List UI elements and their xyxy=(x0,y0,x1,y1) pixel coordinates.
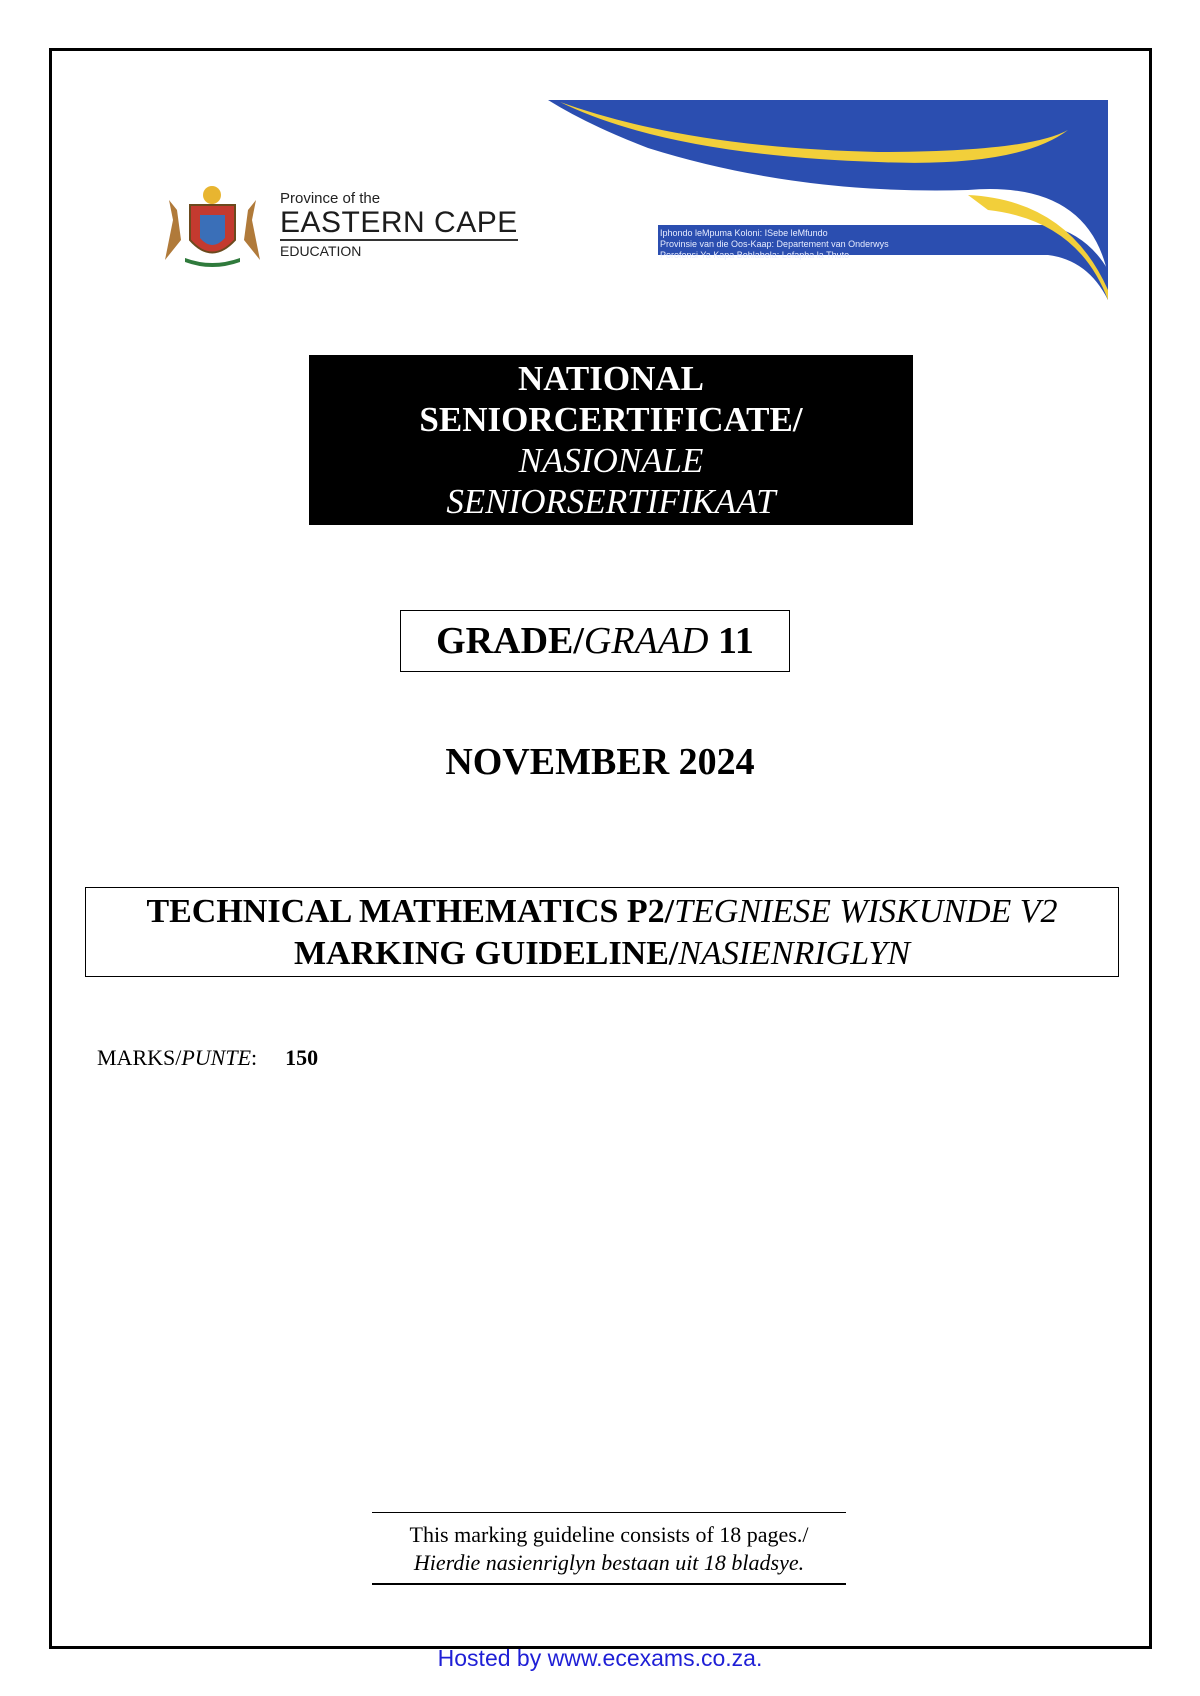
banner-line-xhosa: Iphondo leMpuma Koloni: ISebe leMfundo xyxy=(660,228,828,238)
eastern-cape-logo xyxy=(280,190,518,259)
nsc-line-3: NASIONALE xyxy=(518,441,704,480)
exam-date: NOVEMBER 2024 xyxy=(445,741,755,783)
logo-education-text: EDUCATION xyxy=(280,243,362,259)
marks-label-af: PUNTE xyxy=(181,1045,252,1070)
subject-box xyxy=(85,887,1119,977)
pages-note xyxy=(372,1512,846,1585)
marks-line xyxy=(97,1045,318,1071)
grade-label: GRADE/ xyxy=(436,620,584,662)
subject-line-1 xyxy=(86,891,1118,933)
subject-en: TECHNICAL MATHEMATICS P2/ xyxy=(146,893,675,930)
marks-colon: : xyxy=(251,1045,258,1070)
nsc-line-4: SENIORSERTIFIKAAT xyxy=(446,482,776,521)
pages-note-af: Hierdie nasienriglyn bestaan uit 18 bladsye. xyxy=(413,1550,805,1575)
hosted-by-link[interactable]: Hosted by www.ecexams.co.za. xyxy=(437,1645,763,1671)
banner-line-sotho: Porofensi Ya Kapa Bohlabela: Lefapha la Thuto xyxy=(660,250,850,260)
nsc-line-1: NATIONAL xyxy=(517,359,705,398)
department-banner xyxy=(548,100,1108,300)
grade-box xyxy=(400,610,790,672)
nsc-title-box xyxy=(309,355,913,525)
pages-note-en: This marking guideline consists of 18 pages./ xyxy=(409,1522,809,1547)
banner-line-afrikaans: Provinsie van die Oos-Kaap: Departement van Onderwys xyxy=(660,239,889,249)
coat-of-arms-icon xyxy=(155,180,270,270)
marks-value: 150 xyxy=(285,1045,319,1070)
logo-province-text: Province of the xyxy=(280,190,381,207)
guideline-en: MARKING GUIDELINE/ xyxy=(293,935,679,972)
guideline-af: NASIENRIGLYN xyxy=(678,935,911,972)
logo-title: EASTERN CAPE xyxy=(280,206,518,239)
marks-label: MARKS/ xyxy=(97,1045,182,1070)
grade-label-af: GRAAD xyxy=(583,620,709,662)
subject-line-2 xyxy=(86,933,1118,975)
nsc-line-2: SENIORCERTIFICATE/ xyxy=(419,400,803,439)
subject-af: TEGNIESE WISKUNDE V2 xyxy=(674,893,1058,930)
grade-number: 11 xyxy=(708,620,754,662)
banner-text xyxy=(660,228,960,261)
